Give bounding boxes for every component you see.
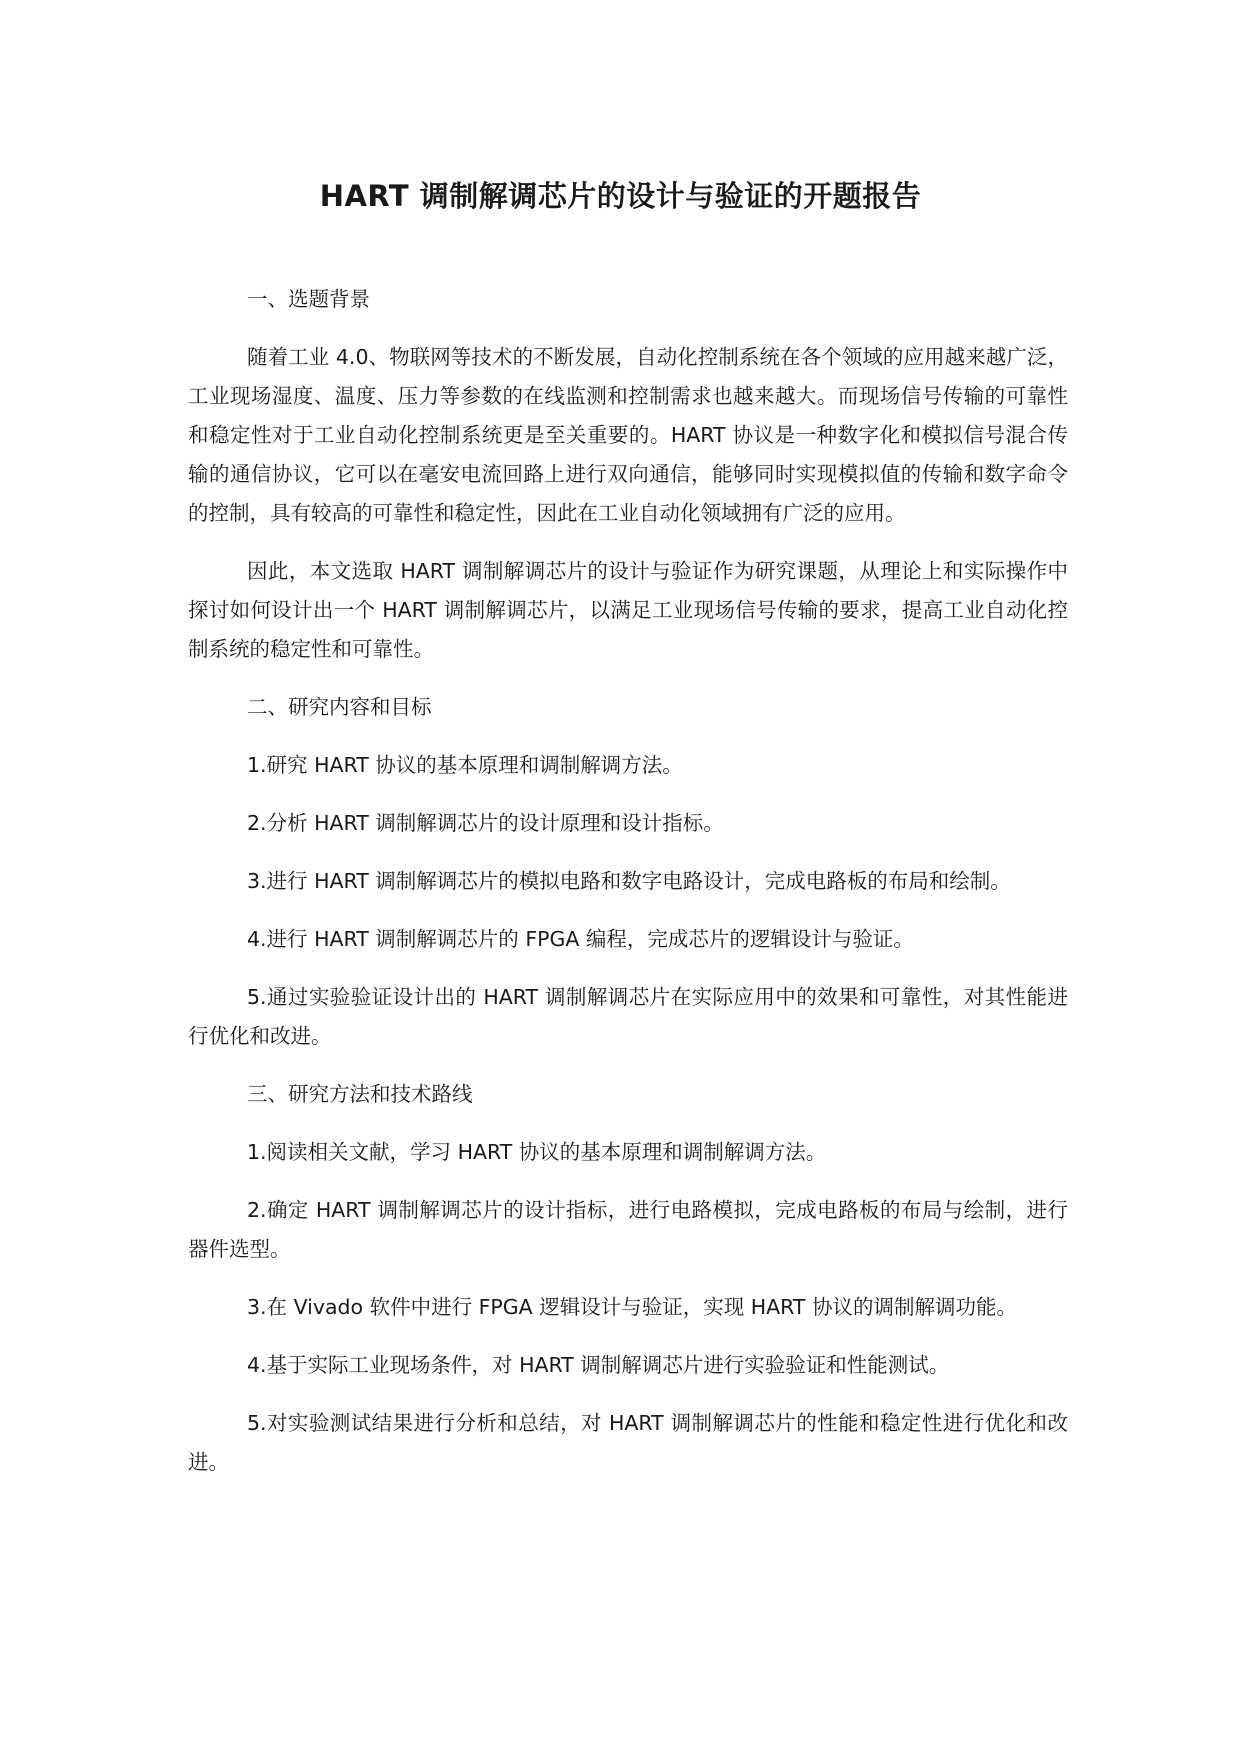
list-item-goal-1: 1.研究 HART 协议的基本原理和调制解调方法。 — [247, 753, 683, 777]
list-item-method-5: 5.对实验测试结果进行分析和总结，对 HART 调制解调芯片的性能和稳定性进行优化和改进。 — [188, 1411, 1068, 1474]
list-item-method-3: 3.在 Vivado 软件中进行 FPGA 逻辑设计与验证，实现 HART 协议的调制解调功能。 — [247, 1295, 1017, 1319]
section-heading-background: 一、选题背景 — [247, 287, 370, 311]
paragraph-background: 随着工业 4.0、物联网等技术的不断发展，自动化控制系统在各个领域的应用越来越广泛，工业现场湿度、温度、压力等参数的在线监测和控制需求也越来越大。而现场信号传输的可靠性和稳定性对于工业自动化控制系统更是至关重要的。HART 协议是一种数字化和模拟信号混合传输的通信协议，它可以在毫安电流回路上进行双向通信，能够同时实现模拟值的传输和数字命令的控制，具有较高的可靠性和稳定性，因此在工业自动化领域拥有广泛的应用。 — [188, 345, 1068, 525]
section-heading-methods: 三、研究方法和技术路线 — [247, 1082, 473, 1106]
list-item-goal-5: 5.通过实验验证设计出的 HART 调制解调芯片在实际应用中的效果和可靠性，对其性能进行优化和改进。 — [188, 985, 1068, 1048]
document-title: HART 调制解调芯片的设计与验证的开题报告 — [319, 179, 922, 213]
document-body — [188, 280, 1068, 1482]
list-item-method-4: 4.基于实际工业现场条件，对 HART 调制解调芯片进行实验验证和性能测试。 — [247, 1353, 950, 1377]
list-item-goal-2: 2.分析 HART 调制解调芯片的设计原理和设计指标。 — [247, 811, 724, 835]
list-item-goal-3: 3.进行 HART 调制解调芯片的模拟电路和数字电路设计，完成电路板的布局和绘制。 — [247, 869, 1011, 893]
paragraph-topic-selection: 因此，本文选取 HART 调制解调芯片的设计与验证作为研究课题，从理论上和实际操作中探讨如何设计出一个 HART 调制解调芯片，以满足工业现场信号传输的要求，提高工业自动化控制系统的稳定性和可靠性。 — [188, 559, 1068, 661]
section-heading-content-goals: 二、研究内容和目标 — [247, 695, 432, 719]
list-item-method-1: 1.阅读相关文献，学习 HART 协议的基本原理和调制解调方法。 — [247, 1140, 827, 1164]
list-item-method-2: 2.确定 HART 调制解调芯片的设计指标，进行电路模拟，完成电路板的布局与绘制，进行器件选型。 — [188, 1198, 1068, 1261]
list-item-goal-4: 4.进行 HART 调制解调芯片的 FPGA 编程，完成芯片的逻辑设计与验证。 — [247, 927, 914, 951]
